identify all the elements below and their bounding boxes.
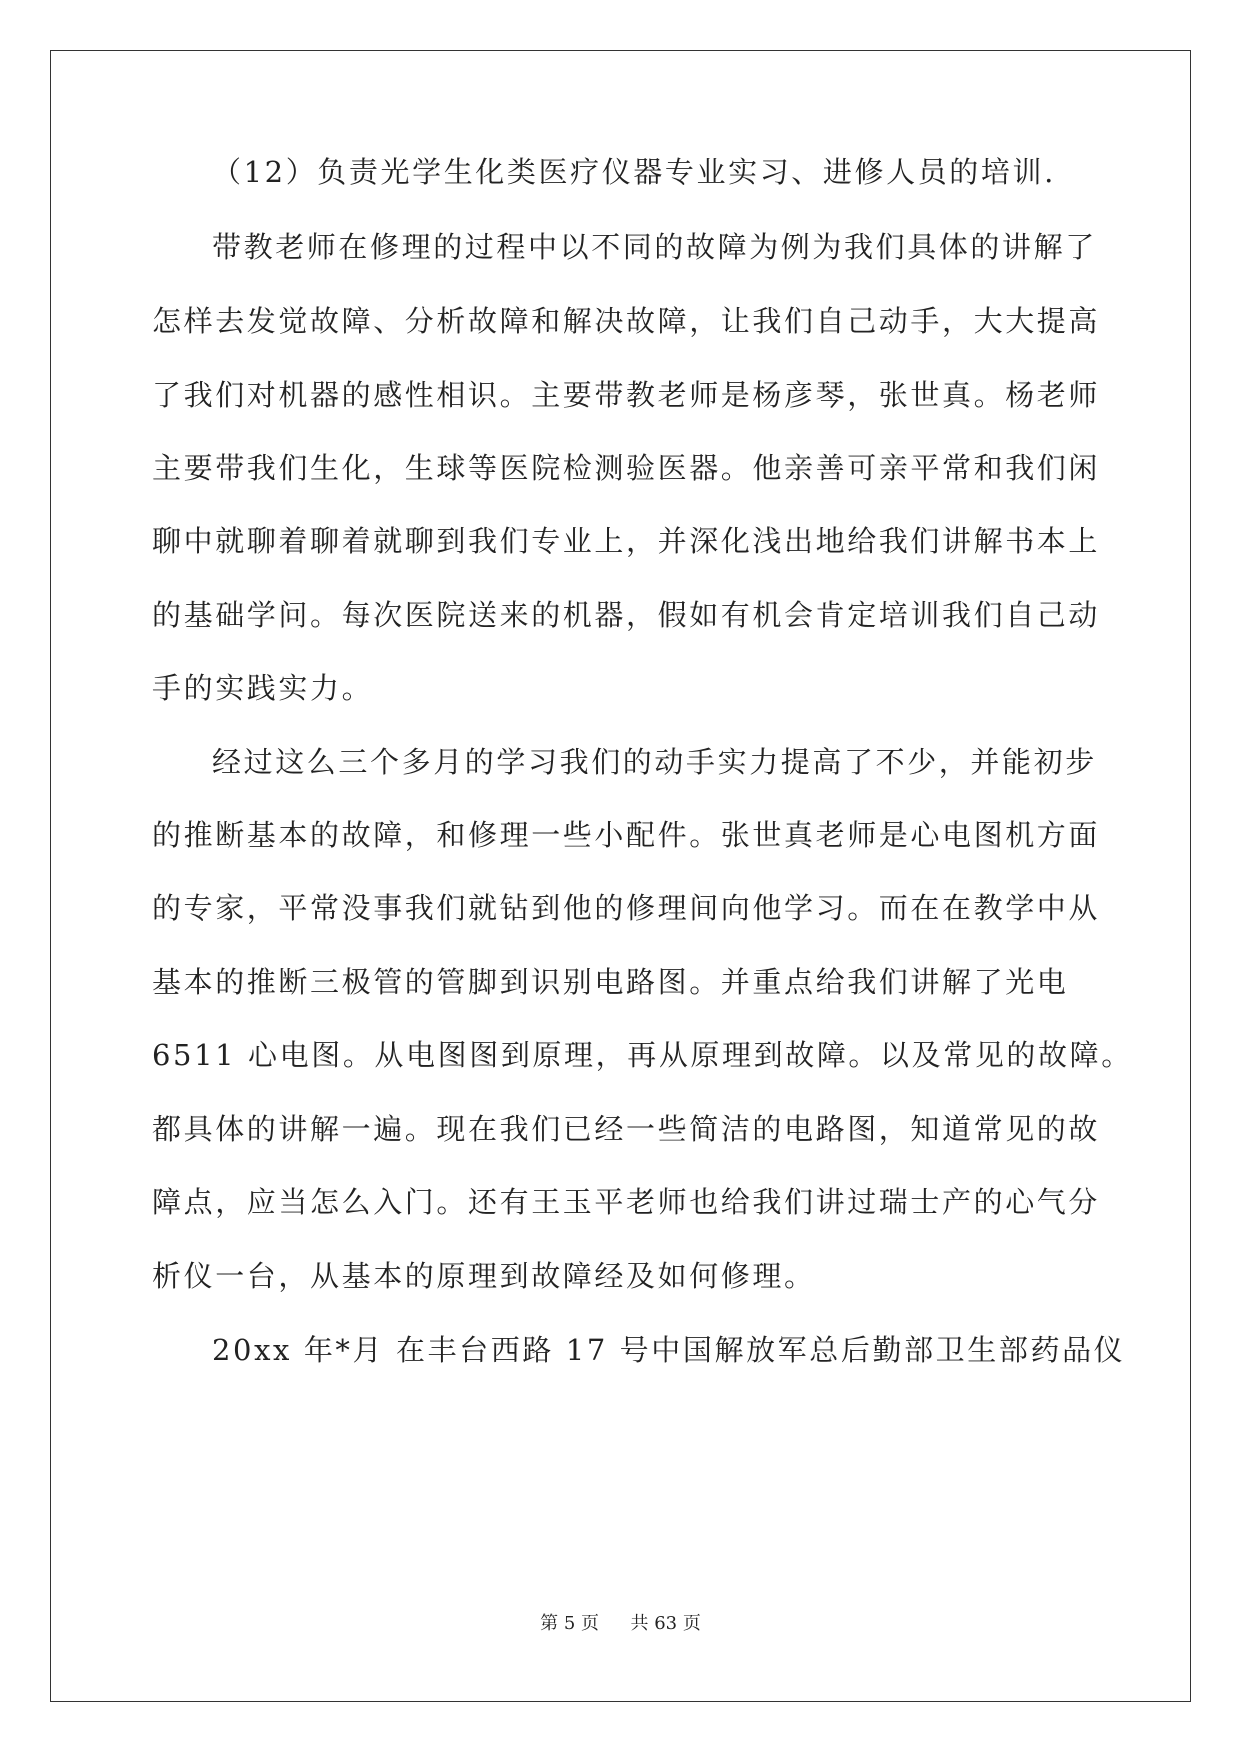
- text-line-13: 6511 心电图。从电图图到原理，再从原理到故障。以及常见的故障。: [152, 1038, 1133, 1072]
- text-line-4: 了我们对机器的感性相识。主要带教老师是杨彦琴，张世真。杨老师: [152, 378, 1101, 412]
- text-line-7: 的基础学问。每次医院送来的机器，假如有机会肯定培训我们自己动: [152, 598, 1101, 632]
- text-line-14: 都具体的讲解一遍。现在我们已经一些简洁的电路图，知道常见的故: [152, 1112, 1101, 1146]
- page-border: [50, 50, 1191, 1702]
- text-line-8: 手的实践实力。: [152, 671, 374, 705]
- text-line-17: 20xx 年*月 在丰台西路 17 号中国解放军总后勤部卫生部药品仪: [212, 1333, 1126, 1367]
- text-line-1: （12）负责光学生化类医疗仪器专业实习、进修人员的培训.: [212, 155, 1056, 189]
- text-line-11: 的专家，平常没事我们就钻到他的修理间向他学习。而在在教学中从: [152, 891, 1101, 925]
- page-total: 共 63 页: [630, 1613, 701, 1634]
- text-line-16: 析仪一台，从基本的原理到故障经及如何修理。: [152, 1259, 816, 1293]
- text-line-9: 经过这么三个多月的学习我们的动手实力提高了不少，并能初步: [212, 745, 1097, 779]
- text-line-2: 带教老师在修理的过程中以不同的故障为例为我们具体的讲解了: [212, 230, 1097, 264]
- text-line-10: 的推断基本的故障，和修理一些小配件。张世真老师是心电图机方面: [152, 818, 1101, 852]
- text-line-12: 基本的推断三极管的管脚到识别电路图。并重点给我们讲解了光电: [152, 965, 1069, 999]
- text-line-6: 聊中就聊着聊着就聊到我们专业上，并深化浅出地给我们讲解书本上: [152, 524, 1101, 558]
- text-line-3: 怎样去发觉故障、分析故障和解决故障，让我们自己动手，大大提高: [152, 304, 1101, 338]
- page-footer: [0, 1612, 1241, 1636]
- page-number: 第 5 页: [540, 1613, 600, 1634]
- text-line-5: 主要带我们生化，生球等医院检测验医器。他亲善可亲平常和我们闲: [152, 451, 1101, 485]
- text-line-15: 障点，应当怎么入门。还有王玉平老师也给我们讲过瑞士产的心气分: [152, 1185, 1101, 1219]
